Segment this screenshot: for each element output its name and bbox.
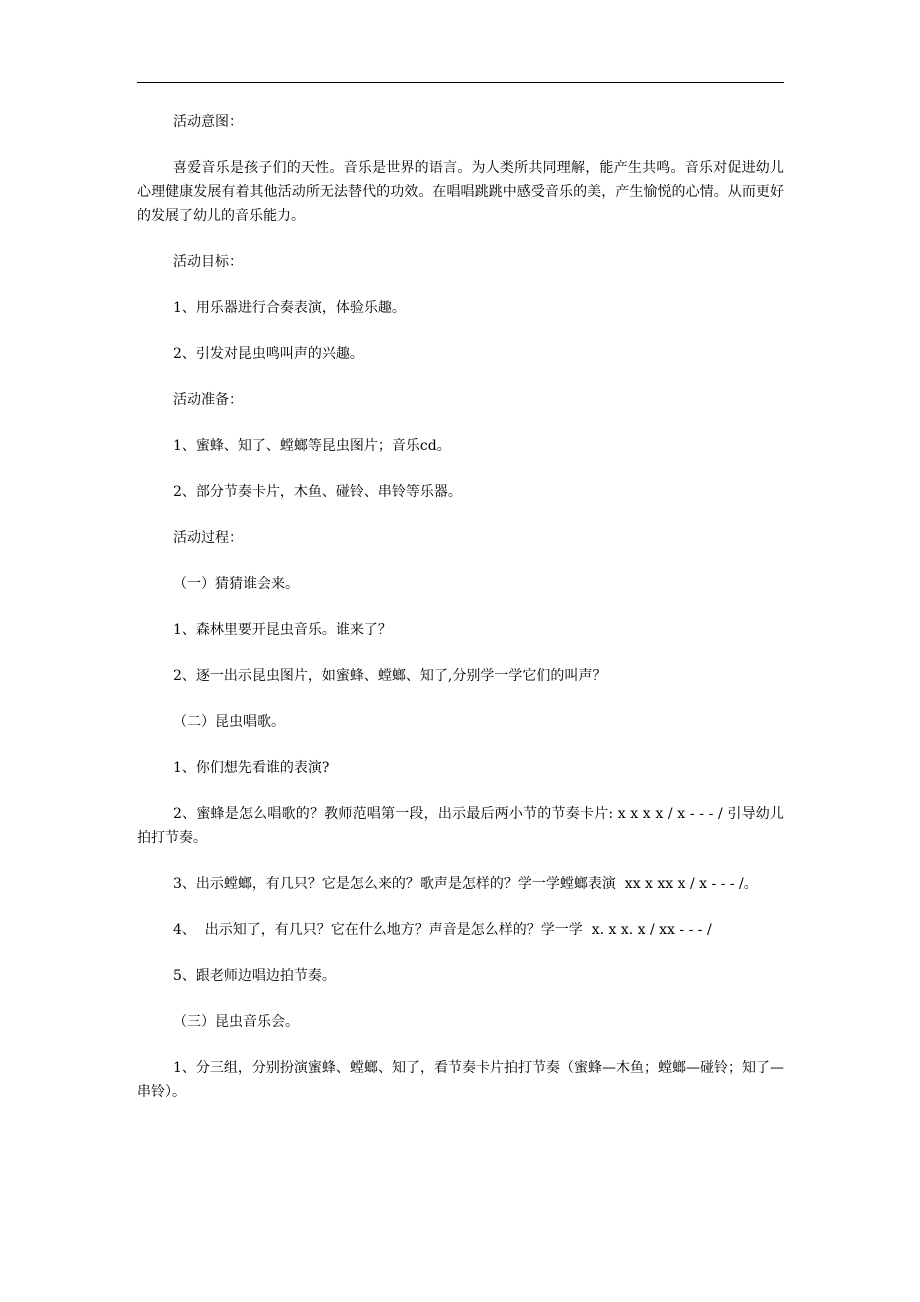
process-item-1-2: 2、逐一出示昆虫图片，如蜜蜂、螳螂、知了,分别学一学它们的叫声？: [173, 668, 607, 684]
section-heading-1: （一）猜猜谁会来。: [173, 576, 299, 592]
preparation-item-2: 2、部分节奏卡片，木鱼、碰铃、串铃等乐器。: [173, 484, 462, 500]
heading-activity-intent: 活动意图：: [173, 114, 243, 130]
section-heading-3: （三）昆虫音乐会。: [173, 1014, 299, 1030]
goal-item-2: 2、引发对昆虫鸣叫声的兴趣。: [173, 346, 364, 362]
document-body: [137, 110, 784, 1104]
preparation-item-1: 1、蜜蜂、知了、螳螂等昆虫图片；音乐cd。: [173, 438, 451, 454]
section-heading-2: （二）昆虫唱歌。: [173, 714, 285, 730]
goal-item-1: 1、用乐器进行合奏表演，体验乐趣。: [173, 300, 406, 316]
heading-activity-preparation: 活动准备：: [173, 392, 243, 408]
process-item-2-5: 5、跟老师边唱边拍节奏。: [173, 968, 336, 984]
process-item-1-1: 1、森林里要开昆虫音乐。谁来了？: [173, 622, 392, 638]
header-rule: [137, 82, 784, 83]
heading-activity-goals: 活动目标：: [173, 254, 243, 270]
process-item-2-4: 4、 出示知了，有几只？它在什么地方？声音是怎么样的？学一学 x. x x. x / xx - - - /: [173, 922, 712, 938]
process-item-2-1: 1、你们想先看谁的表演?: [173, 760, 330, 776]
process-item-2-2: 2、蜜蜂是怎么唱歌的？教师范唱第一段，出示最后两小节的节奏卡片: x x x x / x - - - / 引导幼儿拍打节奏。: [137, 806, 784, 846]
process-item-3-1: 1、分三组，分别扮演蜜蜂、螳螂、知了，看节奏卡片拍打节奏（蜜蜂—木鱼；螳螂—碰铃；知了—串铃）。: [137, 1060, 784, 1100]
paragraph-activity-intent: 喜爱音乐是孩子们的天性。音乐是世界的语言。为人类所共同理解，能产生共鸣。音乐对促进幼儿心理健康发展有着其他活动所无法替代的功效。在唱唱跳跳中感受音乐的美，产生愉悦的心情。从而更好的发展了幼儿的音乐能力。: [137, 160, 784, 224]
process-item-2-3: 3、出示螳螂，有几只？它是怎么来的？歌声是怎样的？学一学螳螂表演 xx x xx x / x - - - /。: [173, 876, 758, 892]
heading-activity-process: 活动过程：: [173, 530, 243, 546]
